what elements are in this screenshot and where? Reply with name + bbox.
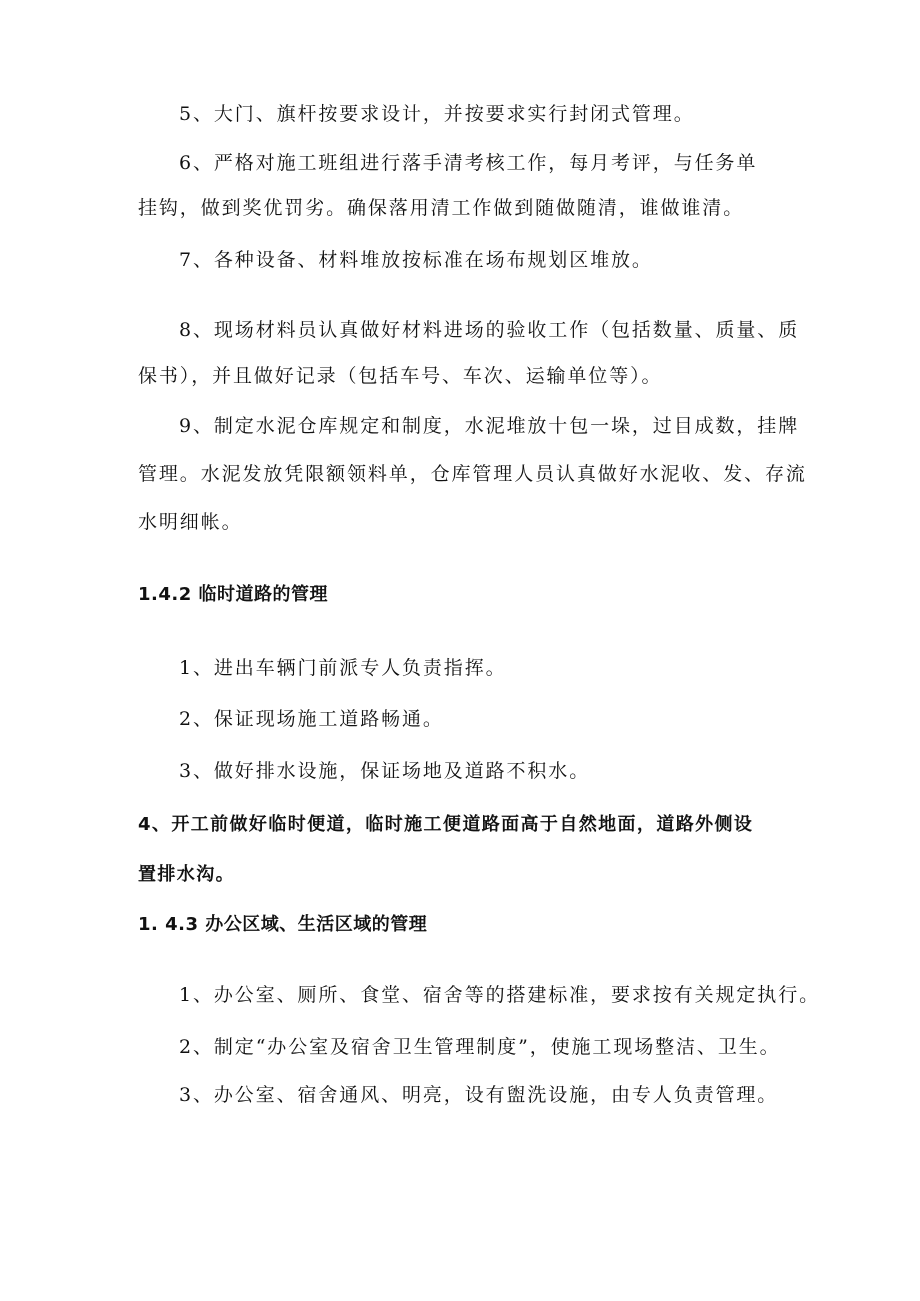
road-item-2: 2、保证现场施工道路畅通。 <box>179 708 444 730</box>
office-item-2: 2、制定“办公室及宿舍卫生管理制度”，使施工现场整洁、卫生。 <box>179 1036 781 1058</box>
paragraph-item-9-line-3: 水明细帐。 <box>138 511 243 533</box>
road-item-4-line-2: 置排水沟。 <box>138 864 235 885</box>
paragraph-item-9-line-2: 管理。水泥发放凭限额领料单，仓库管理人员认真做好水泥收、发、存流 <box>138 463 807 485</box>
section-heading-1-4-3: 1. 4.3 办公区域、生活区域的管理 <box>138 914 428 935</box>
paragraph-item-6-line-1: 6、严格对施工班组进行落手清考核工作，每月考评，与任务单 <box>179 152 758 174</box>
section-heading-1-4-2: 1.4.2 临时道路的管理 <box>138 584 329 605</box>
road-item-1: 1、进出车辆门前派专人负责指挥。 <box>179 657 507 679</box>
paragraph-item-5: 5、大门、旗杆按要求设计，并按要求实行封闭式管理。 <box>179 103 695 125</box>
road-item-3: 3、做好排水设施，保证场地及道路不积水。 <box>179 760 591 782</box>
office-item-1: 1、办公室、厕所、食堂、宿舍等的搭建标准，要求按有关规定执行。 <box>179 984 820 1006</box>
paragraph-item-7: 7、各种设备、材料堆放按标准在场布规划区堆放。 <box>179 249 653 271</box>
paragraph-item-8-line-1: 8、现场材料员认真做好材料进场的验收工作（包括数量、质量、质 <box>179 319 800 341</box>
office-item-3: 3、办公室、宿舍通风、明亮，设有盥洗设施，由专人负责管理。 <box>179 1084 779 1106</box>
paragraph-item-8-line-2: 保书），并且做好记录（包括车号、车次、运输单位等）。 <box>138 365 663 387</box>
road-item-4-line-1: 4、开工前做好临时便道，临时施工便道路面高于自然地面，道路外侧设 <box>138 814 754 835</box>
paragraph-item-6-line-2: 挂钩，做到奖优罚劣。确保落用清工作做到随做随清，谁做谁清。 <box>138 197 745 219</box>
paragraph-item-9-line-1: 9、制定水泥仓库规定和制度，水泥堆放十包一垛，过目成数，挂牌 <box>179 415 800 437</box>
